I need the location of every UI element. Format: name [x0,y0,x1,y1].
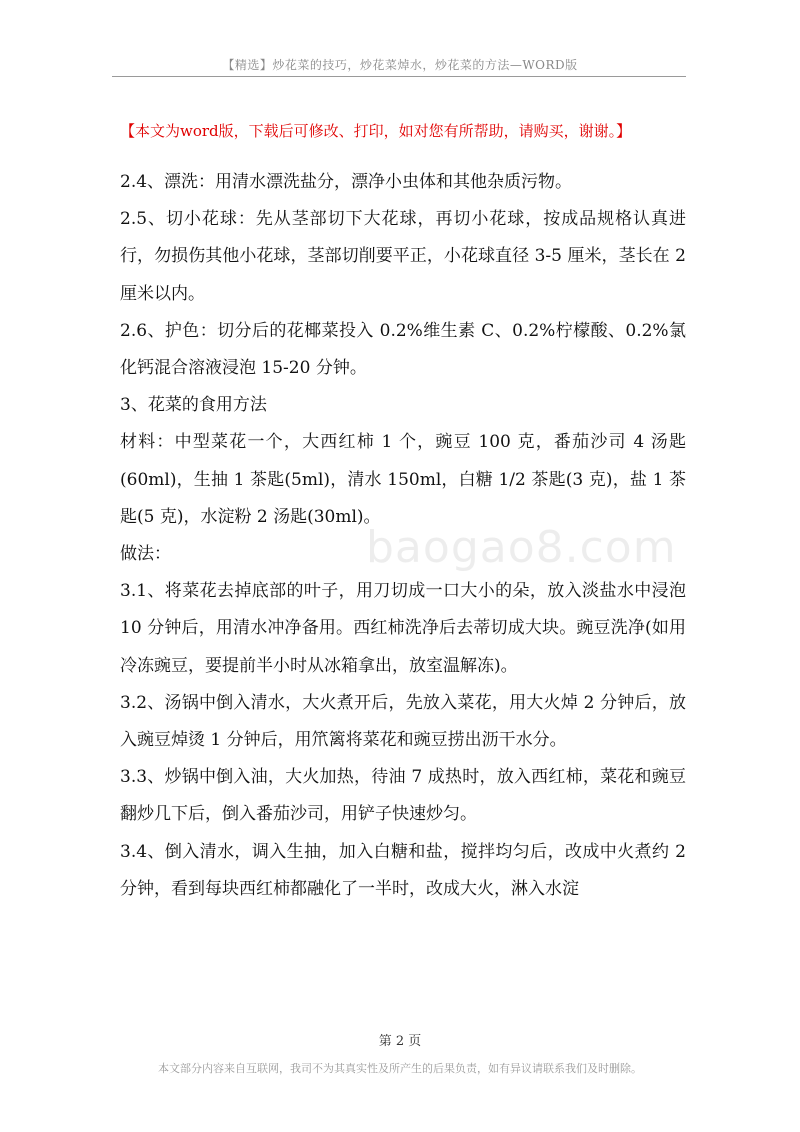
method-heading: 做法： [120,544,171,565]
paragraph-2-5: 2.5、切小花球：先从茎部切下大花球，再切小花球，按成品规格认真进行，勿损伤其他小花球，茎部切削要平正，小花球直径 3-5 厘米，茎长在 2 厘米以内。 [120,209,686,304]
step-3-2: 3.2、汤锅中倒入清水，大火煮开后，先放入菜花，用大火焯 2 分钟后，放入豌豆焯烫 1 分钟后，用笊篱将菜花和豌豆捞出沥干水分。 [120,692,686,751]
step-3-3: 3.3、炒锅中倒入油，大火加热，待油 7 成热时，放入西红柿，菜花和豌豆翻炒几下后，倒入番茄沙司，用铲子快速炒匀。 [120,767,686,825]
page-number: 第 2 页 [378,1034,422,1049]
section-heading-3: 3、花菜的食用方法 [120,395,267,416]
red-notice: 【本文为word版，下载后可修改、打印，如对您有所帮助，请购买，谢谢。】 [120,122,632,140]
ingredients-paragraph: 材料：中型菜花一个，大西红柿 1 个，豌豆 100 克，番茄沙司 4 汤匙(60ml)，生抽 1 茶匙(5ml)，清水 150ml，白糖 1/2 茶匙(3 克)，盐 1 茶匙(5 克)，水淀粉 2 汤匙(30ml)。 [120,432,686,527]
header-divider [112,76,686,77]
step-3-1: 3.1、将菜花去掉底部的叶子，用刀切成一口大小的朵，放入淡盐水中浸泡 10 分钟后，用清水冲净备用。西红柿洗净后去蒂切成大块。豌豆洗净(如用冷冻豌豆，要提前半小时从冰箱拿出，放室温解冻)。 [120,581,686,676]
step-3-4: 3.4、倒入清水，调入生抽，加入白糖和盐，搅拌均匀后，改成中火煮约 2 分钟，看到每块西红柿都融化了一半时，改成大火，淋入水淀 [120,841,686,899]
watermark: baogao8.com [366,522,677,573]
footer-disclaimer: 本文部分内容来自互联网，我司不为其真实性及所产生的后果负责，如有异议请联系我们及时删除。 [158,1062,642,1075]
paragraph-2-6: 2.6、护色：切分后的花椰菜投入 0.2%维生素 C、0.2%柠檬酸、0.2%氯化钙混合溶液浸泡 15-20 分钟。 [120,320,686,379]
paragraph-2-4: 2.4、漂洗：用清水漂洗盐分，漂净小虫体和其他杂质污物。 [120,172,573,192]
document-header: 【精选】炒花菜的技巧，炒花菜焯水，炒花菜的方法—WORD版 [222,58,578,72]
